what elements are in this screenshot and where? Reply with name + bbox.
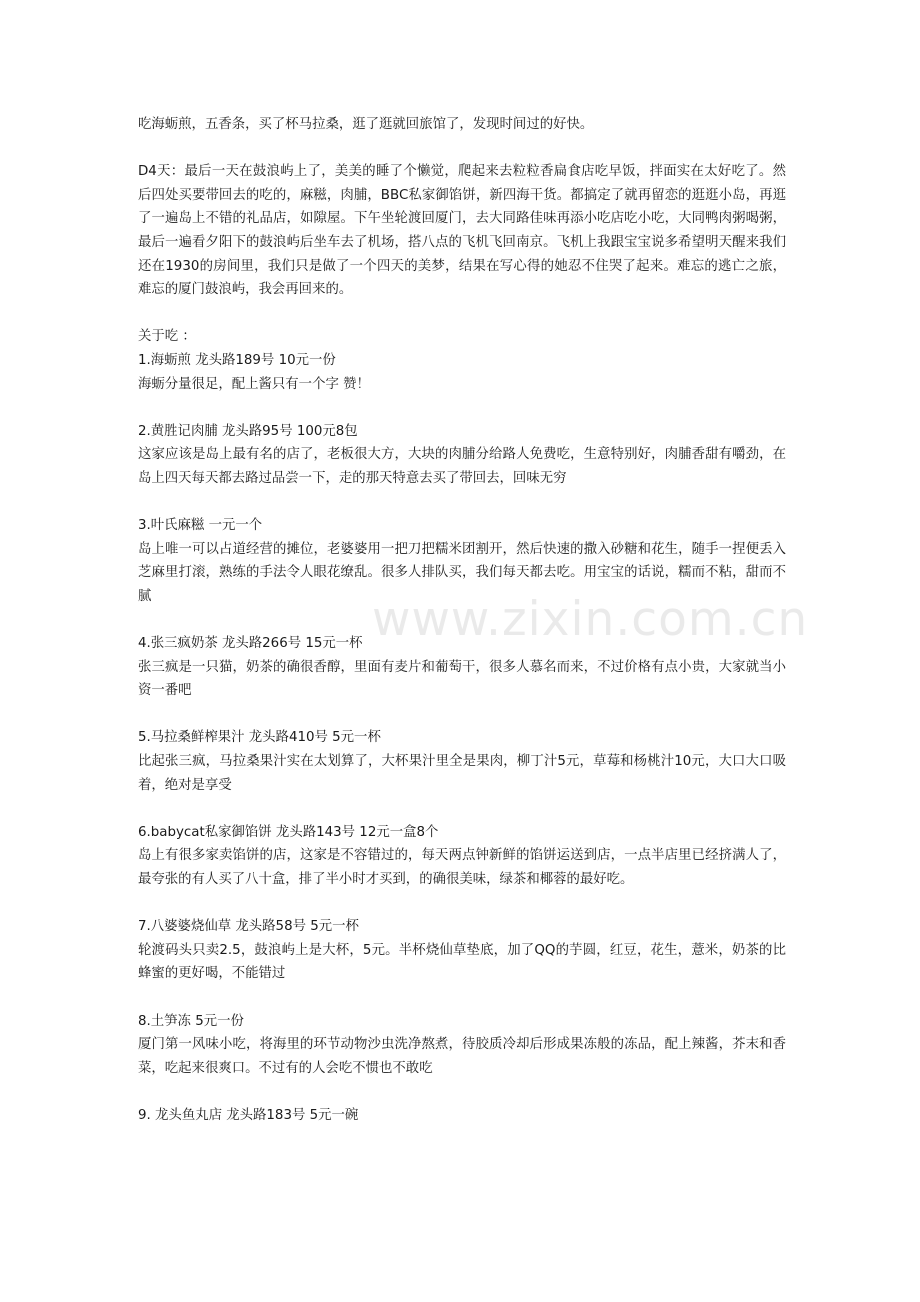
paragraph-gap (138, 892, 786, 916)
food-item-title: 1.海蛎煎 龙头路189号 10元一份 (138, 352, 336, 368)
intro-paragraph: 吃海蛎煎，五香条，买了杯马拉桑，逛了逛就回旅馆了，发现时间过的好快。 (138, 117, 594, 132)
food-item-desc: 轮渡码头只卖2.5，鼓浪屿上是大杯，5元。半杯烧仙草垫底，加了QQ的芋圆，红豆，花生，薏米，奶茶的比蜂蜜的更好喝，不能错过 (138, 942, 786, 982)
document-body (138, 113, 786, 1128)
paragraph-gap (138, 302, 786, 326)
paragraph-gap (138, 703, 786, 727)
food-item-title: 2.黄胜记肉脯 龙头路95号 100元8包 (138, 423, 358, 439)
food-item-title: 7.八婆婆烧仙草 龙头路58号 5元一杯 (138, 919, 359, 935)
food-item-title: 4.张三疯奶茶 龙头路266号 15元一杯 (138, 636, 363, 652)
food-item-desc: 海蛎分量很足，配上酱只有一个字 赞！ (138, 376, 370, 392)
food-item-title: 3.叶氏麻糍 一元一个 (138, 518, 263, 534)
food-item-title: 5.马拉桑鲜榨果汁 龙头路410号 5元一杯 (138, 730, 381, 746)
paragraph-gap (138, 608, 786, 632)
paragraph-gap (138, 1080, 786, 1104)
food-item-desc: 这家应该是岛上最有名的店了，老板很大方，大块的肉脯分给路人免费吃，生意特别好，肉脯香甜有嚼劲，在岛上四天每天都去路过品尝一下，走的那天特意去买了带回去，回味无穷 (138, 447, 786, 486)
food-item-desc: 岛上有很多家卖馅饼的店，这家是不容错过的，每天两点钟新鲜的馅饼运送到店，一点半店里已经挤满人了，最夸张的有人买了八十盒，排了半小时才买到，的确很美味，绿茶和椰蓉的最好吃。 (138, 848, 786, 887)
food-item-desc: 岛上唯一可以占道经营的摊位，老婆婆用一把刀把糯米团割开，然后快速的撒入砂糖和花生，随手一捏便丢入芝麻里打滚，熟练的手法令人眼花缭乱。很多人排队买，我们每天都去吃。用宝宝的话说，糯而不粘，甜而不腻 (138, 541, 786, 604)
paragraph-gap (138, 797, 786, 821)
watermark: www.zixin.com.cn (372, 592, 809, 647)
food-item-desc: 张三疯是一只猫，奶茶的确很香醇，里面有麦片和葡萄干，很多人慕名而来，不过价格有点小贵，大家就当小资一番吧 (138, 659, 786, 699)
paragraph-gap (138, 986, 786, 1010)
food-item-title: 9. 龙头鱼丸店 龙头路183号 5元一碗 (138, 1107, 359, 1123)
food-item-desc: 厦门第一风味小吃，将海里的环节动物沙虫洗净熬煮，待胶质冷却后形成果冻般的冻品，配上辣酱，芥末和香菜，吃起来很爽口。不过有的人会吃不惯也不敢吃 (138, 1037, 786, 1076)
day4-paragraph: D4天：最后一天在鼓浪屿上了，美美的睡了个懒觉，爬起来去粒粒香扁食店吃早饭，拌面实在太好吃了。然后四处买要带回去的吃的，麻糍，肉脯，BBC私家御馅饼，新四海干货。都搞定了就再留恋的逛逛小岛，再逛了一遍岛上不错的礼品店，如隙屋。下午坐轮渡回厦门，去大同路佳味再添小吃店吃小吃，大同鸭肉粥喝粥，最后一遍看夕阳下的鼓浪屿后坐车去了机场，搭八点的飞机飞回南京。飞机上我跟宝宝说多希望明天醒来我们还在1930的房间里，我们只是做了一个四天的美梦，结果在写心得的她忍不住哭了起来。难忘的逃亡之旅，难忘的厦门鼓浪屿，我会再回来的。 (138, 164, 786, 298)
paragraph-gap (138, 491, 786, 515)
food-item-title: 8.土笋冻 5元一份 (138, 1013, 244, 1029)
paragraph-gap (138, 396, 786, 420)
food-item-title: 6.babycat私家御馅饼 龙头路143号 12元一盒8个 (138, 824, 439, 840)
food-item-desc: 比起张三疯，马拉桑果汁实在太划算了，大杯果汁里全是果肉，柳丁汁5元，草莓和杨桃汁10元，大口大口吸着，绝对是享受 (138, 754, 786, 793)
food-heading: 关于吃 ： (138, 329, 196, 345)
paragraph-gap (138, 137, 786, 161)
